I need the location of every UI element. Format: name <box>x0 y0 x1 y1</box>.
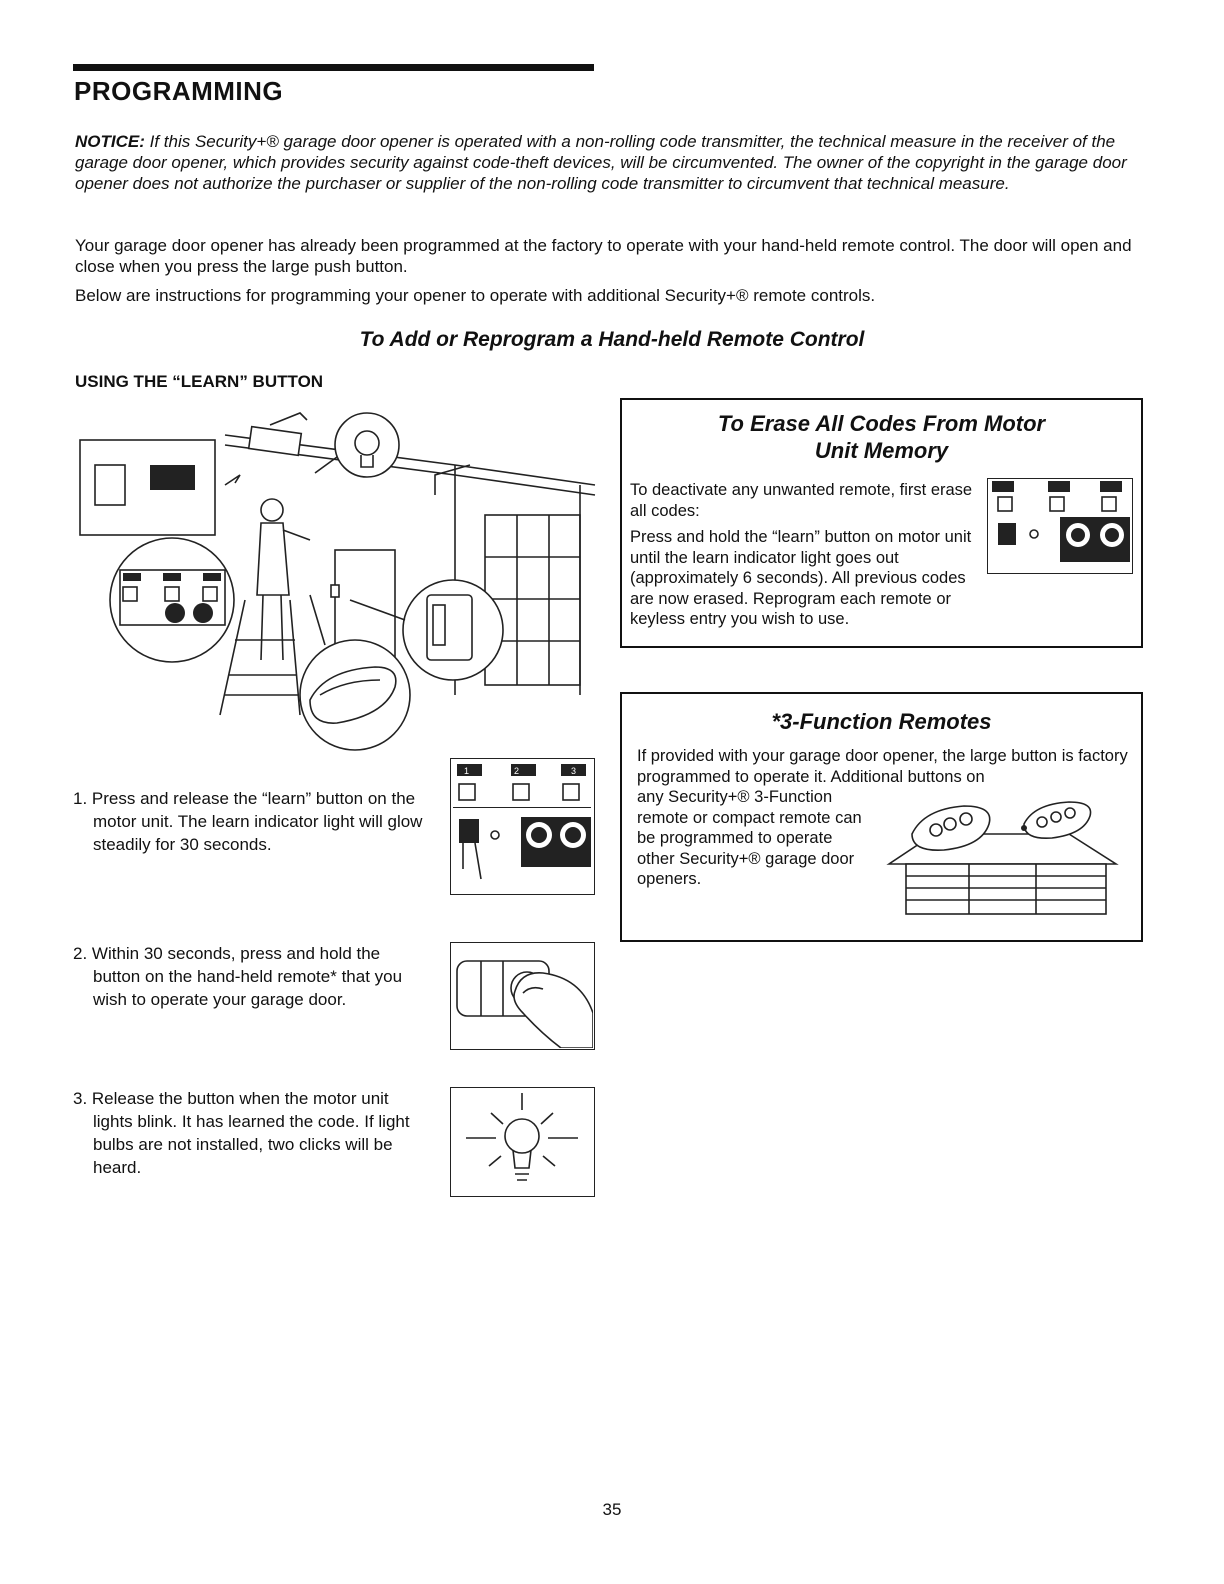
erase-box-text-2a <box>630 527 975 630</box>
notice-text: If this Security+® garage door opener is operated with a non-rolling code transmitter, the technical measure in the receiver of the garage door opener, which provides security against code-theft devices, will be circumvented. The owner of the copyright in the garage door opener does not authorize the purchaser or supplier of the non-rolling code transmitter to circumvent that technical measure. <box>75 132 1127 193</box>
erase-box-title-line-1: To Erase All Codes From Motor <box>717 411 1046 436</box>
hand-held-remote-illustration <box>450 942 595 1050</box>
erase-panel-illustration <box>987 478 1133 574</box>
notice-paragraph <box>75 131 1135 194</box>
learn-panel-illustration <box>450 758 595 895</box>
panel-label-2: 2 <box>514 766 520 776</box>
learn-button-heading: USING THE “LEARN” BUTTON <box>75 372 324 391</box>
erase-box-text-2: Press and hold the “learn” button on motor unit until the learn indicator light goes out (approximately 6 seconds). All previous codes are now erased. Reprogram each remote or keyless entry you wish to use. <box>630 528 972 628</box>
garage-scene-illustration <box>75 395 605 755</box>
erase-box-text-1: To deactivate any unwanted remote, first erase all codes: <box>630 481 973 520</box>
page-title: PROGRAMMING <box>74 76 284 106</box>
section-title: To Add or Reprogram a Hand-held Remote Control <box>359 328 865 351</box>
function-box-text-1: If provided with your garage door opener, the large button is factory programmed to operate it. Additional buttons on <box>637 747 1128 786</box>
step-1: 1. Press and release the “learn” button on the motor unit. The learn indicator light will glow steadily for 30 seconds. <box>73 789 423 854</box>
header-rule <box>73 64 594 71</box>
light-bulb-icon <box>450 1087 595 1197</box>
function-box-title: *3-Function Remotes <box>771 709 992 734</box>
step-3: 3. Release the button when the motor unit lights blink. It has learned the code. If light bulbs are not installed, two clicks will be heard. <box>73 1089 410 1177</box>
function-box-text-2: any Security+® 3-Function remote or compact remote can be programmed to operate other Security+® garage door openers. <box>637 788 862 888</box>
panel-label-3: 3 <box>571 766 577 776</box>
erase-box-title-line-2: Unit Memory <box>814 438 949 463</box>
notice-label: NOTICE: <box>75 132 145 151</box>
erase-codes-box <box>620 398 1143 648</box>
panel-label-1: 1 <box>464 766 470 776</box>
page-number: 35 <box>602 1500 622 1519</box>
house-remotes-illustration <box>884 794 1124 919</box>
three-function-remotes-box <box>620 692 1143 942</box>
intro-paragraph-2: Below are instructions for programming your opener to operate with additional Security+® remote controls. <box>75 286 876 305</box>
intro-paragraph-1: Your garage door opener has already been programmed at the factory to operate with your hand-held remote control. The door will open and close when you press the large push button. <box>75 236 1132 276</box>
step-2: 2. Within 30 seconds, press and hold the button on the hand-held remote* that you wish to operate your garage door. <box>73 944 403 1009</box>
